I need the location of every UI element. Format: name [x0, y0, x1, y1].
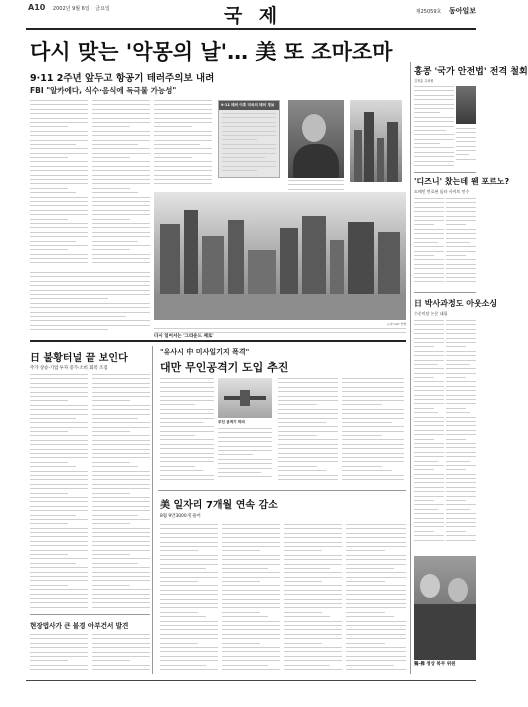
- jobs-col-2: [222, 524, 280, 674]
- photo-credit: 뉴욕=AP 연합: [386, 322, 406, 326]
- drone-col-3: [278, 378, 338, 482]
- lead-subhead: 9·11 2주년 앞두고 항공기 테러주의보 내려: [30, 73, 215, 84]
- leaders-caption: 獨·佛 정상 복무 위원: [414, 662, 456, 667]
- terror-alert-table: [218, 100, 280, 178]
- footer-rule: [26, 680, 476, 681]
- lead-column-3: [154, 100, 212, 190]
- japan-subhead: 주가 상승·기업 투자 증가·소비 회복 조짐: [30, 366, 108, 371]
- section-divider: [30, 340, 406, 342]
- phd-col-2: [446, 320, 476, 550]
- column-divider-right: [410, 62, 411, 674]
- table-rows: [222, 113, 276, 175]
- hongkong-col-1: [414, 86, 454, 166]
- skyline-photo: [350, 100, 402, 182]
- disney-col-2: [446, 198, 476, 286]
- disney-headline: '디즈니' 찼는데 웬 포르노?: [414, 177, 510, 186]
- drone-headline: 대만 무인공격기 도입 추진: [160, 361, 289, 374]
- masthead-right: [416, 6, 476, 16]
- phd-subhead: 수준미달 논문 대필: [414, 311, 448, 316]
- hongkong-photo: [456, 86, 476, 124]
- lead-column-2: [92, 100, 150, 268]
- issue-date: 2002년 9월 6일: [52, 6, 90, 12]
- phd-col-1: [414, 320, 444, 550]
- drone-kicker: "유사시 中 미사일기지 폭격": [160, 348, 250, 356]
- ground-zero-photo: [154, 192, 406, 320]
- jobs-col-3: [284, 524, 342, 674]
- leaders-photo: [414, 556, 476, 660]
- drone-photo-caption: 무인 공격기 하피: [218, 420, 245, 424]
- paper-logo: 동아일보: [448, 7, 476, 15]
- ground-zero-caption-title: 다시 일어서는 '그라운드 제로': [154, 334, 214, 339]
- drone-col-1: [160, 378, 214, 482]
- portrait-head: [302, 114, 326, 142]
- portrait-photo: [288, 100, 344, 178]
- hongkong-headline: 홍콩 '국가 안전법' 전격 철회: [414, 67, 528, 77]
- japan-col-2: [92, 374, 150, 610]
- asia-col-2: [92, 634, 150, 674]
- page-number: A10: [28, 3, 46, 12]
- issue-number: 제25059호: [415, 9, 442, 15]
- disney-col-1: [414, 198, 444, 286]
- lead-continuation: [30, 272, 150, 334]
- lead-column-1: [30, 100, 88, 268]
- phd-headline: 日 박사과정도 아웃소싱: [414, 299, 498, 308]
- japan-headline: 日 불황터널 끝 보인다: [30, 353, 128, 364]
- jobs-col-4: [346, 524, 406, 674]
- header-rule: [26, 28, 476, 30]
- issue-weekday: 금요일: [95, 6, 110, 12]
- disney-subhead: 도메인 만료된 틈타 사이트 인수: [414, 189, 470, 194]
- portrait-body: [293, 144, 339, 178]
- jobs-subhead: 8월 9만3000개 줄어: [160, 514, 201, 519]
- drone-col-4: [342, 378, 404, 482]
- jobs-col-1: [160, 524, 218, 674]
- asia-col-1: [30, 634, 88, 674]
- lead-subhead-2: FBI "알카에다, 식수·음식에 독극물 가능성": [30, 86, 177, 95]
- drone-photo: [218, 378, 272, 418]
- asia-headline: 현장법사가 큰 불경 아부건서 발견: [30, 622, 129, 630]
- section-title: 국 제: [223, 5, 283, 27]
- japan-col-1: [30, 374, 88, 610]
- hongkong-byline: 김정훈 특파원: [414, 79, 434, 83]
- folio: [28, 3, 110, 12]
- table-title: 9·11 테러 이후 미국의 테러 경보: [219, 101, 279, 110]
- page-header: [0, 0, 500, 38]
- lead-headline: 다시 맞는 '악몽의 날'… 美 또 조마조마: [30, 40, 393, 64]
- jobs-headline: 美 일자리 7개월 연속 감소: [160, 500, 278, 511]
- ground-zero-caption: [154, 322, 406, 339]
